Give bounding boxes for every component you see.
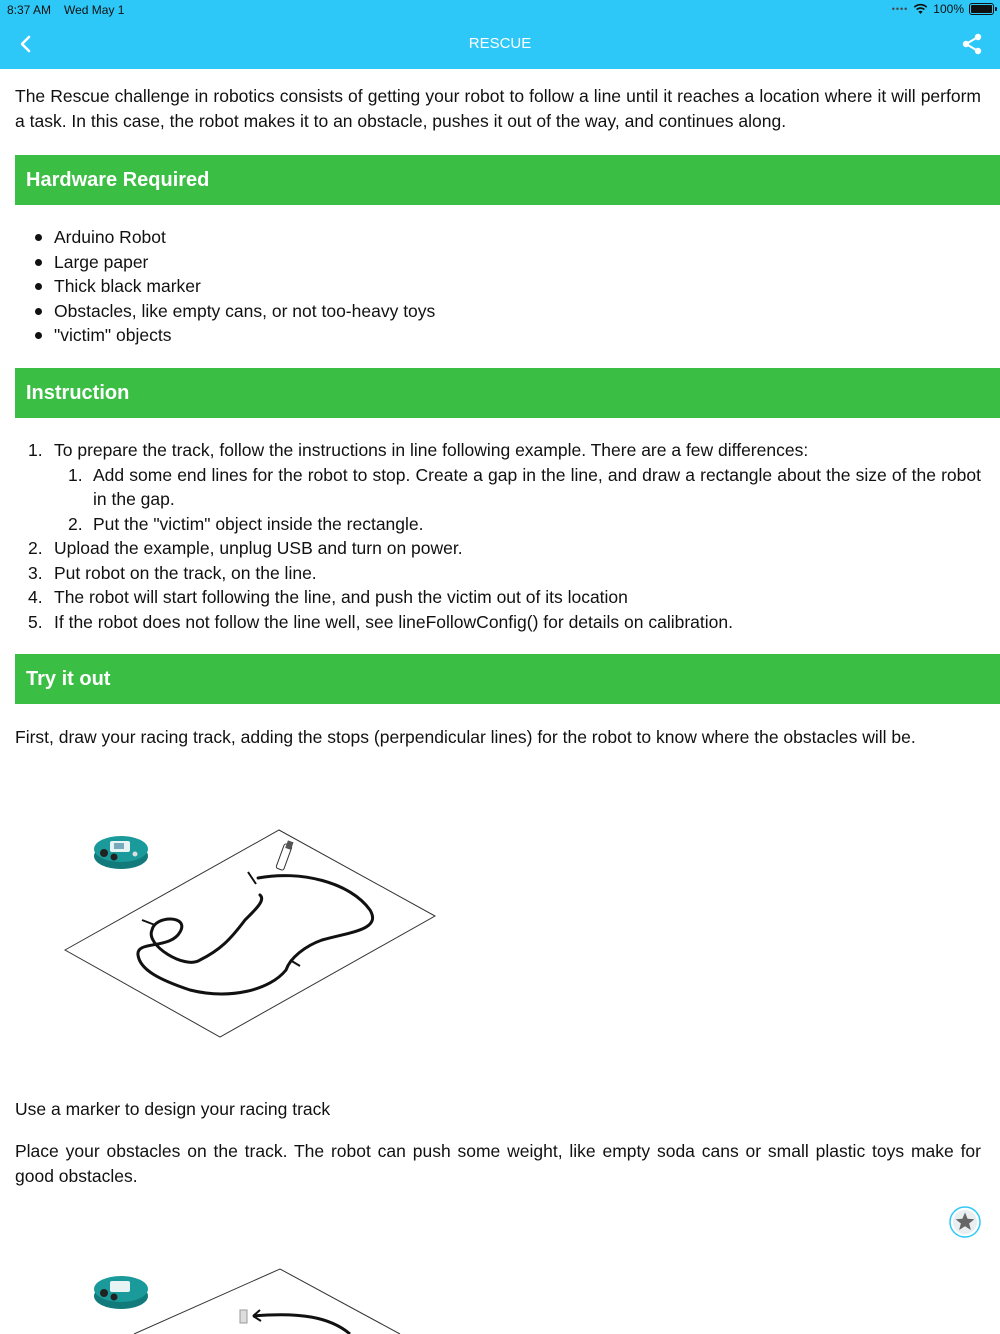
try-it-out-header: Try it out (15, 654, 1000, 704)
figure-caption: Use a marker to design your racing track (15, 1099, 331, 1119)
list-item-text: To prepare the track, follow the instructions in line following example. There are a few differences: (54, 440, 809, 460)
status-right (892, 2, 994, 16)
page-title: RESCUE (468, 35, 532, 52)
obstacle-illustration (60, 1262, 460, 1334)
list-item-text: Put robot on the track, on the line. (54, 562, 317, 583)
list-item: Thick black marker (15, 274, 975, 299)
list-number: 4. (28, 587, 43, 607)
signal-dots: •••• (891, 4, 909, 14)
list-item-text: If the robot does not follow the line well, see lineFollowConfig() for details on calibration. (54, 611, 733, 632)
list-item (15, 561, 981, 586)
list-item (15, 438, 981, 463)
list-item-text: Add some end lines for the robot to stop. Create a gap in the line, and draw a rectangle about the size of the robot in the gap. (93, 464, 981, 509)
list-item: Large paper (15, 250, 975, 275)
list-item: Arduino Robot (15, 225, 975, 250)
track-illustration (60, 820, 445, 1045)
list-number: 1. (68, 464, 83, 485)
robot-icon (94, 836, 148, 869)
obstacle-can (240, 1310, 247, 1323)
list-item-text: Upload the example, unplug USB and turn on power. (54, 538, 463, 558)
list-item: Obstacles, like empty cans, or not too-heavy toys (15, 299, 975, 324)
list-number: 1. (28, 440, 43, 460)
obstacles-paragraph: Place your obstacles on the track. The robot can push some weight, like empty soda cans or small plastic toys make for good obstacles. (15, 1141, 981, 1186)
list-item (15, 536, 981, 561)
list-item-text: The robot will start following the line, and push the victim out of its location (54, 587, 628, 607)
list-number: 5. (28, 611, 43, 632)
status-date: Wed May 1 (64, 3, 125, 17)
instruction-header: Instruction (15, 368, 1000, 418)
sub-list-item (15, 512, 981, 537)
list-number: 2. (28, 538, 43, 558)
list-number: 3. (28, 562, 43, 583)
try-it-out-paragraph: First, draw your racing track, adding the stops (perpendicular lines) for the robot to know where the obstacles will be. (15, 727, 916, 747)
wifi-icon (913, 3, 928, 15)
sub-list-item (15, 463, 981, 512)
hardware-list (15, 225, 975, 348)
intro-paragraph: The Rescue challenge in robotics consists of getting your robot to follow a line until it reaches a location where it will perform a task. In this case, the robot makes it to an obstacle, pushes it out of the way, and continues along. (15, 86, 981, 131)
status-bar (0, 0, 1000, 20)
list-item: "victim" objects (15, 323, 975, 348)
robot-icon (94, 1276, 148, 1309)
list-number: 2. (68, 513, 83, 534)
battery-icon (969, 3, 994, 15)
battery-percent: 100% (933, 2, 964, 16)
instruction-list (15, 438, 981, 634)
hardware-header: Hardware Required (15, 155, 1000, 205)
nav-bar (0, 20, 1000, 69)
share-icon[interactable] (960, 32, 984, 56)
intro-section (15, 84, 981, 133)
star-icon[interactable] (948, 1205, 982, 1239)
list-item (15, 610, 981, 635)
list-item (15, 585, 981, 610)
status-time: 8:37 AM (7, 3, 52, 17)
list-item-text: Put the "victim" object inside the rectangle. (93, 513, 424, 534)
